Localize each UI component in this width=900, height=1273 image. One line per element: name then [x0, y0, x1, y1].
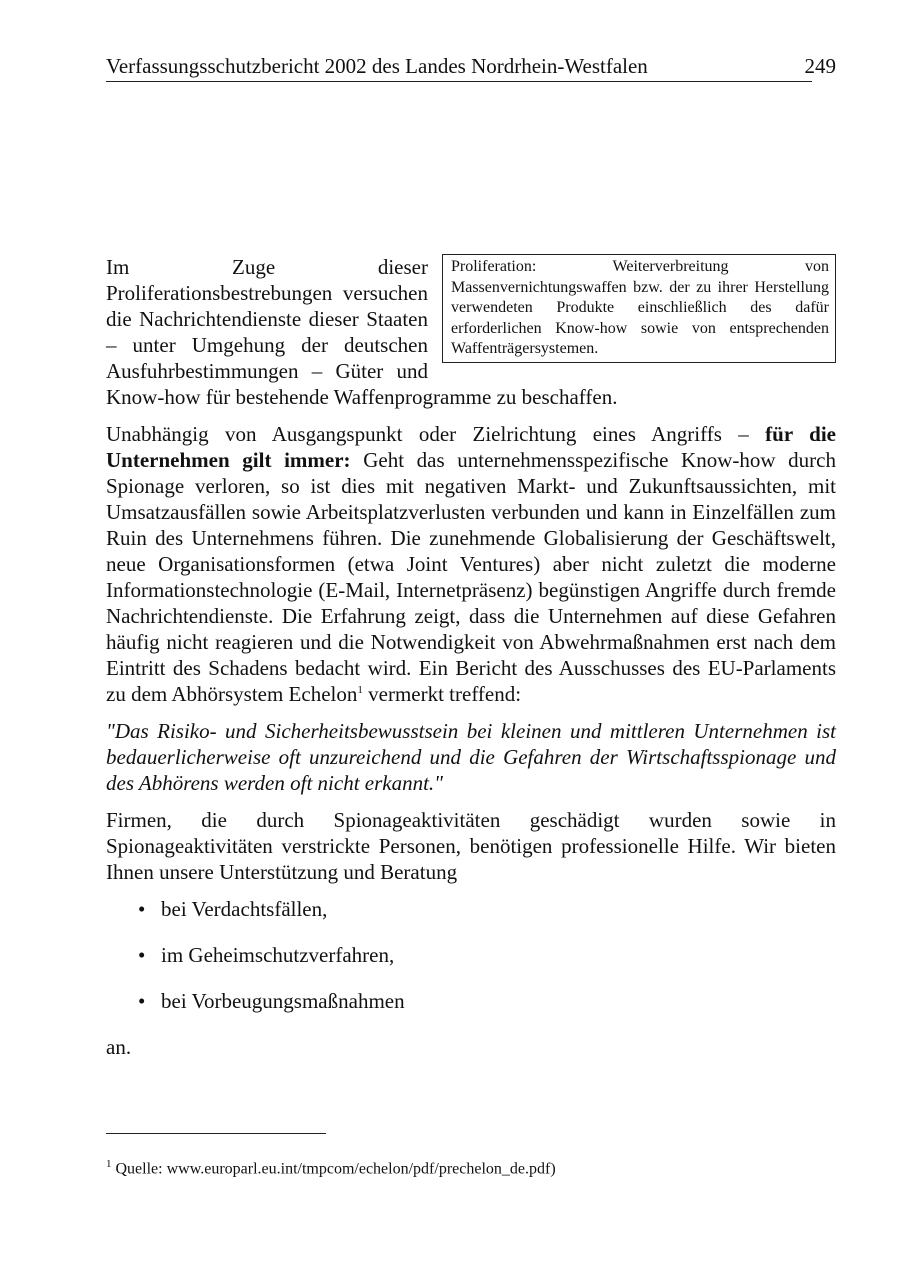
page-header	[106, 52, 836, 84]
paragraph-threat-end: vermerkt treffend:	[362, 682, 522, 706]
main-text	[106, 254, 836, 1060]
paragraph-threat	[106, 421, 836, 707]
paragraph-support: Firmen, die durch Spionageaktivitäten geschädigt wurden sowie in Spionageaktivitäten verstrickte Personen, benötigen professionelle Hilfe. Wir bieten Ihnen unsere Unterstützung und Beratung	[106, 808, 836, 884]
bullet-icon: •	[138, 989, 146, 1013]
list-item	[106, 988, 836, 1014]
paragraph-threat-body: Geht das unternehmensspezifische Know-how durch Spionage verloren, so ist dies mit negativen Markt- und Zukunftsaussichten, mit Umsatzausfällen sowie Arbeitsplatzverlusten verbunden und kann in Einzelfällen zum Ruin des Unternehmens führen. Die zunehmende Globalisierung der Geschäftswelt, neue Organisationsformen (etwa Joint Ventures) aber nicht zuletzt die moderne Informationstechnologie (E-Mail, Internetpräsenz) begünstigen Angriffe durch fremde Nachrichtendienste. Die Erfahrung zeigt, dass die Unternehmen auf diese Gefahren häufig nicht reagieren und die Notwendigkeit von Abwehrmaßnahmen erst nach dem Eintritt des Schadens bedacht wird. Ein Bericht des Ausschusses des EU-Parlaments zu dem Abhörsystem Echelon	[106, 448, 836, 706]
support-list	[106, 896, 836, 1014]
footnote	[106, 1154, 556, 1179]
bullet-icon: •	[138, 943, 146, 967]
paragraph-proliferation: Im Zuge dieser Proliferationsbestrebungen versuchen die Nachrichtendienste dieser Staaten – unter Umgehung der deutschen Ausfuhrbestimmungen – Güter und Know-how für bestehende Waffenprogramme zu beschaffen.	[106, 255, 618, 409]
paragraph-threat-intro: Unabhängig von Ausgangspunkt oder Zielrichtung eines Angriffs –	[106, 422, 766, 446]
footnote-marker: 1	[106, 1158, 112, 1170]
bullet-icon: •	[138, 897, 146, 921]
footnote-reference: 1	[357, 684, 363, 696]
definition-box: Proliferation: Weiterverbreitung von Massenvernichtungswaffen bzw. der zu ihrer Herstellung verwendeten Produkte einschließlich des dafür erforderlichen Know-how sowie von entsprechenden Waffenträgersystemen.	[442, 254, 836, 363]
footnote-text: Quelle: www.europarl.eu.int/tmpcom/echelon/pdf/prechelon_de.pdf)	[111, 1160, 556, 1178]
list-item-text: im Geheimschutzverfahren,	[161, 943, 395, 967]
header-rule	[106, 81, 812, 82]
list-item-text: bei Verdachtsfällen,	[161, 897, 328, 921]
footnote-rule	[106, 1133, 326, 1134]
list-item-text: bei Vorbeugungsmaßnahmen	[161, 989, 405, 1013]
running-title: Verfassungsschutzbericht 2002 des Landes Nordrhein-Westfalen	[106, 54, 648, 78]
closing-word: an.	[106, 1035, 132, 1059]
quote: "Das Risiko- und Sicherheitsbewusstsein bei kleinen und mittleren Unternehmen ist bedauerlicherweise oft unzureichend und die Gefahren der Wirtschaftsspionage und des Abhörens werden oft nicht erkannt."	[106, 719, 836, 795]
list-item	[106, 942, 836, 968]
page-number: 249	[804, 54, 836, 78]
list-item	[106, 896, 836, 922]
paragraph-threat-emphasis: für die Unternehmen gilt immer:	[106, 422, 836, 472]
